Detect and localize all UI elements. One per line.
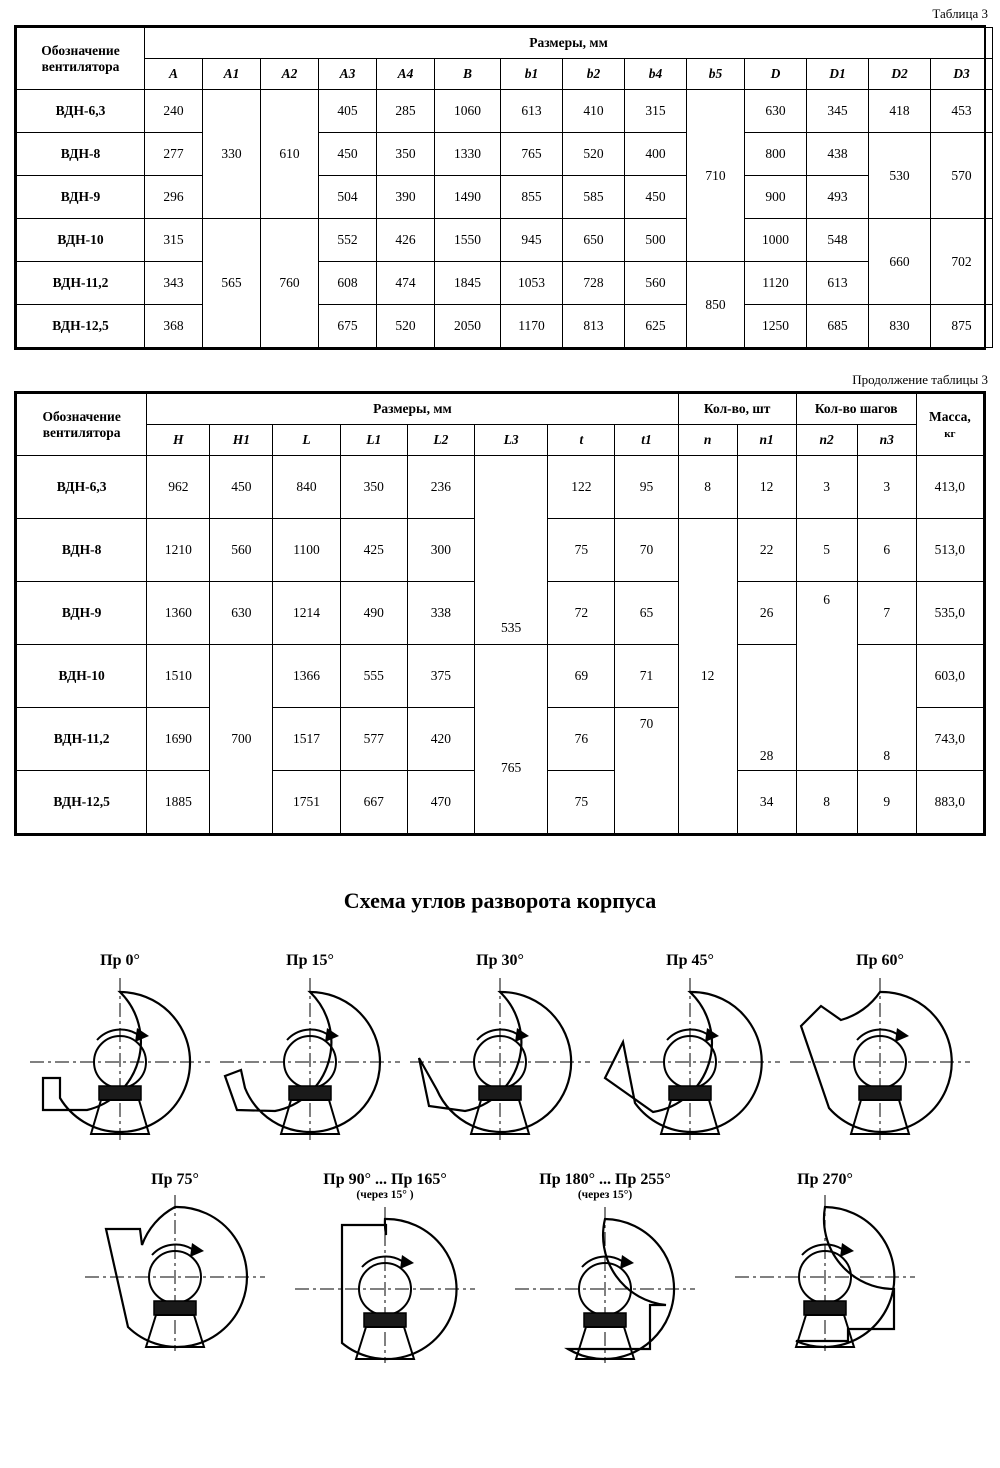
cell-H1: 560 xyxy=(210,519,273,582)
cell-A3: 552 xyxy=(319,219,377,262)
cell-D2-merged-1: 530 xyxy=(869,133,931,219)
col-header-A4: A4 xyxy=(377,59,435,90)
row-label: ВДН-6,3 xyxy=(17,90,145,133)
cell-L: 1366 xyxy=(273,645,340,708)
table1-wrapper xyxy=(14,25,986,350)
cell-L: 1517 xyxy=(273,708,340,771)
col-header-n3: n3 xyxy=(857,425,916,456)
table1-header-row-1 xyxy=(17,28,993,59)
figure-label: Пр 0° xyxy=(100,952,140,969)
figure-label: Пр 180° ... Пр 255° xyxy=(539,1171,671,1188)
col-header-n1: n1 xyxy=(737,425,796,456)
cell-b2: 520 xyxy=(563,133,625,176)
cell-n3-merged: 8 xyxy=(857,645,916,771)
col-header-L1: L1 xyxy=(340,425,407,456)
cell-D: 1120 xyxy=(745,262,807,305)
figure-pr-15 xyxy=(215,952,405,1145)
cell-t1: 70 xyxy=(615,519,678,582)
cell-A4: 285 xyxy=(377,90,435,133)
fan-housing-diagram-30 xyxy=(405,970,595,1145)
col-header-b5: b5 xyxy=(687,59,745,90)
cell-n-merged: 12 xyxy=(678,519,737,834)
cell-H1: 630 xyxy=(210,582,273,645)
cell-n3: 9 xyxy=(857,771,916,834)
cell-mass: 883,0 xyxy=(916,771,983,834)
col-header-B: B xyxy=(435,59,501,90)
cell-n: 8 xyxy=(678,456,737,519)
cell-A4: 390 xyxy=(377,176,435,219)
table1-caption: Таблица 3 xyxy=(932,6,988,21)
figure-pr-75 xyxy=(70,1171,280,1354)
cell-L1: 577 xyxy=(340,708,407,771)
cell-D: 900 xyxy=(745,176,807,219)
table-row xyxy=(17,90,993,133)
table-row xyxy=(17,262,993,305)
scheme-title: Схема углов разворота корпуса xyxy=(343,888,657,913)
col-header-H1: H1 xyxy=(210,425,273,456)
cell-t1: 65 xyxy=(615,582,678,645)
cell-A: 277 xyxy=(145,133,203,176)
row-label: ВДН-10 xyxy=(17,645,147,708)
cell-L3-merged-top: 535 xyxy=(474,456,547,645)
cell-D3-merged-2: 702 xyxy=(931,219,993,305)
cell-n1: 26 xyxy=(737,582,796,645)
cell-A3: 608 xyxy=(319,262,377,305)
cell-D1: 345 xyxy=(807,90,869,133)
cell-n2: 5 xyxy=(796,519,857,582)
row-label: ВДН-9 xyxy=(17,176,145,219)
table2-mass-header xyxy=(916,394,983,456)
cell-D2: 418 xyxy=(869,90,931,133)
figure-pr-180-255 xyxy=(490,1171,720,1366)
cell-D: 630 xyxy=(745,90,807,133)
cell-A2-merged-bottom: 760 xyxy=(261,219,319,348)
table2-row-label-header: Обозначение вентилятора xyxy=(17,394,147,456)
table-row xyxy=(17,456,984,519)
cell-D2: 830 xyxy=(869,305,931,348)
cell-b2: 650 xyxy=(563,219,625,262)
cell-A3: 450 xyxy=(319,133,377,176)
figure-sublabel: (через 15° ) xyxy=(356,1189,414,1201)
row-label: ВДН-8 xyxy=(17,519,147,582)
col-header-A: A xyxy=(145,59,203,90)
cell-t: 122 xyxy=(548,456,615,519)
col-header-n: n xyxy=(678,425,737,456)
cell-b1: 855 xyxy=(501,176,563,219)
cell-t: 76 xyxy=(548,708,615,771)
cell-A: 296 xyxy=(145,176,203,219)
cell-A: 343 xyxy=(145,262,203,305)
table2-group-steps: Кол-во шагов xyxy=(796,394,916,425)
cell-n1-merged: 28 xyxy=(737,645,796,771)
cell-D1: 685 xyxy=(807,305,869,348)
figure-pr-270 xyxy=(720,1171,930,1354)
fan-housing-diagram-0 xyxy=(25,970,215,1145)
cell-L: 1751 xyxy=(273,771,340,834)
cell-b1: 1170 xyxy=(501,305,563,348)
cell-L1: 350 xyxy=(340,456,407,519)
cell-L3-merged-bottom: 765 xyxy=(474,645,547,834)
figure-label: Пр 75° xyxy=(151,1171,199,1188)
figure-label: Пр 15° xyxy=(286,952,334,969)
cell-L2: 420 xyxy=(407,708,474,771)
dimensions-table-1 xyxy=(16,27,993,348)
cell-A3: 504 xyxy=(319,176,377,219)
cell-b2: 728 xyxy=(563,262,625,305)
cell-mass: 743,0 xyxy=(916,708,983,771)
fan-housing-diagram-45 xyxy=(595,970,785,1145)
cell-D: 1000 xyxy=(745,219,807,262)
col-header-D2: D2 xyxy=(869,59,931,90)
mass-unit: кг xyxy=(944,427,956,440)
cell-t1: 95 xyxy=(615,456,678,519)
figure-pr-60 xyxy=(785,952,975,1145)
cell-H: 1690 xyxy=(147,708,210,771)
figure-label: Пр 90° ... Пр 165° xyxy=(323,1171,447,1188)
cell-n1: 34 xyxy=(737,771,796,834)
fan-housing-diagram-270 xyxy=(730,1189,920,1354)
table1-group-header: Размеры, мм xyxy=(145,28,993,59)
cell-n2-merged: 6 xyxy=(796,582,857,771)
col-header-L: L xyxy=(273,425,340,456)
col-header-L3: L3 xyxy=(474,425,547,456)
col-header-A1: A1 xyxy=(203,59,261,90)
cell-D: 800 xyxy=(745,133,807,176)
figure-pr-90-165 xyxy=(280,1171,490,1366)
cell-D1: 613 xyxy=(807,262,869,305)
table1-header-row-2 xyxy=(17,59,993,90)
cell-L2: 375 xyxy=(407,645,474,708)
cell-t: 69 xyxy=(548,645,615,708)
cell-b4: 625 xyxy=(625,305,687,348)
cell-L: 840 xyxy=(273,456,340,519)
cell-L: 1214 xyxy=(273,582,340,645)
cell-D1: 438 xyxy=(807,133,869,176)
cell-t: 75 xyxy=(548,771,615,834)
cell-D2-merged-2: 660 xyxy=(869,219,931,305)
cell-n2: 8 xyxy=(796,771,857,834)
cell-b1: 613 xyxy=(501,90,563,133)
cell-A3: 405 xyxy=(319,90,377,133)
dimensions-table-2 xyxy=(16,393,984,834)
cell-L2: 470 xyxy=(407,771,474,834)
table-row xyxy=(17,219,993,262)
table2-group-dims: Размеры, мм xyxy=(147,394,678,425)
col-header-n2: n2 xyxy=(796,425,857,456)
col-header-D1: D1 xyxy=(807,59,869,90)
cell-B: 1490 xyxy=(435,176,501,219)
cell-t: 75 xyxy=(548,519,615,582)
cell-B: 1550 xyxy=(435,219,501,262)
cell-b2: 410 xyxy=(563,90,625,133)
cell-D1: 493 xyxy=(807,176,869,219)
cell-t1-merged: 70 xyxy=(615,708,678,834)
col-header-b1: b1 xyxy=(501,59,563,90)
col-header-H: H xyxy=(147,425,210,456)
table1-row-label-header: Обозначение вентилятора xyxy=(17,28,145,90)
figure-label: Пр 270° xyxy=(797,1171,853,1188)
cell-D3: 875 xyxy=(931,305,993,348)
col-header-t: t xyxy=(548,425,615,456)
fan-housing-diagram-90-165 xyxy=(290,1201,480,1366)
row-label: ВДН-9 xyxy=(17,582,147,645)
cell-b4: 500 xyxy=(625,219,687,262)
cell-H1: 450 xyxy=(210,456,273,519)
col-header-t1: t1 xyxy=(615,425,678,456)
col-header-D: D xyxy=(745,59,807,90)
table-row xyxy=(17,133,993,176)
figure-sublabel: (через 15°) xyxy=(577,1189,633,1201)
figure-label: Пр 30° xyxy=(476,952,524,969)
scheme-row-2 xyxy=(0,1171,1000,1366)
cell-L1: 425 xyxy=(340,519,407,582)
cell-b2: 585 xyxy=(563,176,625,219)
table2-caption: Продолжение таблицы 3 xyxy=(852,372,988,387)
cell-b4: 400 xyxy=(625,133,687,176)
cell-A: 240 xyxy=(145,90,203,133)
cell-D3: 453 xyxy=(931,90,993,133)
col-header-b2: b2 xyxy=(563,59,625,90)
cell-b1: 765 xyxy=(501,133,563,176)
cell-n2: 3 xyxy=(796,456,857,519)
cell-mass: 535,0 xyxy=(916,582,983,645)
cell-H: 1210 xyxy=(147,519,210,582)
table2-group-count: Кол-во, шт xyxy=(678,394,796,425)
row-label: ВДН-11,2 xyxy=(17,262,145,305)
mass-label: Масса, xyxy=(928,408,971,424)
cell-B: 1845 xyxy=(435,262,501,305)
cell-b4: 450 xyxy=(625,176,687,219)
table2-header-row-2 xyxy=(17,425,984,456)
fan-housing-diagram-15 xyxy=(215,970,405,1145)
col-header-A2: A2 xyxy=(261,59,319,90)
table2-wrapper xyxy=(14,391,986,836)
figure-label: Пр 60° xyxy=(856,952,904,969)
cell-n1: 12 xyxy=(737,456,796,519)
cell-n3: 7 xyxy=(857,582,916,645)
col-header-b4: b4 xyxy=(625,59,687,90)
cell-t1: 71 xyxy=(615,645,678,708)
cell-H: 1885 xyxy=(147,771,210,834)
cell-A4: 520 xyxy=(377,305,435,348)
row-label: ВДН-12,5 xyxy=(17,305,145,348)
cell-n3: 3 xyxy=(857,456,916,519)
cell-A2-merged-top: 610 xyxy=(261,90,319,219)
cell-H: 1510 xyxy=(147,645,210,708)
table-row xyxy=(17,176,993,219)
fan-housing-diagram-75 xyxy=(80,1189,270,1354)
row-label: ВДН-11,2 xyxy=(17,708,147,771)
cell-D1: 548 xyxy=(807,219,869,262)
figure-pr-30 xyxy=(405,952,595,1145)
col-header-D3: D3 xyxy=(931,59,993,90)
cell-L1: 667 xyxy=(340,771,407,834)
cell-mass: 513,0 xyxy=(916,519,983,582)
fan-housing-diagram-60 xyxy=(785,970,975,1145)
cell-b2: 813 xyxy=(563,305,625,348)
cell-H: 1360 xyxy=(147,582,210,645)
document-page xyxy=(0,6,1000,1468)
cell-b4: 315 xyxy=(625,90,687,133)
table2-header-row-1 xyxy=(17,394,984,425)
cell-D3-merged-1: 570 xyxy=(931,133,993,219)
cell-L1: 490 xyxy=(340,582,407,645)
cell-L2: 236 xyxy=(407,456,474,519)
cell-A1-merged-bottom: 565 xyxy=(203,219,261,348)
cell-b1: 1053 xyxy=(501,262,563,305)
cell-B: 1330 xyxy=(435,133,501,176)
cell-L2: 300 xyxy=(407,519,474,582)
cell-A4: 426 xyxy=(377,219,435,262)
cell-b5-merged-top: 710 xyxy=(687,90,745,262)
cell-A3: 675 xyxy=(319,305,377,348)
scheme-row-1 xyxy=(0,952,1000,1145)
fan-housing-diagram-180-255 xyxy=(510,1201,700,1366)
row-label: ВДН-8 xyxy=(17,133,145,176)
figure-pr-45 xyxy=(595,952,785,1145)
figure-label: Пр 45° xyxy=(666,952,714,969)
cell-H: 962 xyxy=(147,456,210,519)
cell-t: 72 xyxy=(548,582,615,645)
row-label: ВДН-6,3 xyxy=(17,456,147,519)
cell-A4: 474 xyxy=(377,262,435,305)
cell-mass: 603,0 xyxy=(916,645,983,708)
row-label: ВДН-10 xyxy=(17,219,145,262)
cell-L2: 338 xyxy=(407,582,474,645)
cell-A4: 350 xyxy=(377,133,435,176)
cell-mass: 413,0 xyxy=(916,456,983,519)
cell-b4: 560 xyxy=(625,262,687,305)
cell-L1: 555 xyxy=(340,645,407,708)
cell-D: 1250 xyxy=(745,305,807,348)
cell-B: 2050 xyxy=(435,305,501,348)
col-header-L2: L2 xyxy=(407,425,474,456)
row-label: ВДН-12,5 xyxy=(17,771,147,834)
cell-b1: 945 xyxy=(501,219,563,262)
col-header-A3: A3 xyxy=(319,59,377,90)
cell-A: 368 xyxy=(145,305,203,348)
figure-pr-0 xyxy=(25,952,215,1145)
cell-B: 1060 xyxy=(435,90,501,133)
cell-L: 1100 xyxy=(273,519,340,582)
cell-A1-merged-top: 330 xyxy=(203,90,261,219)
cell-A: 315 xyxy=(145,219,203,262)
cell-n1: 22 xyxy=(737,519,796,582)
cell-H1-merged: 700 xyxy=(210,645,273,834)
table-row xyxy=(17,305,993,348)
cell-n3: 6 xyxy=(857,519,916,582)
cell-b5-merged-bottom: 850 xyxy=(687,262,745,348)
